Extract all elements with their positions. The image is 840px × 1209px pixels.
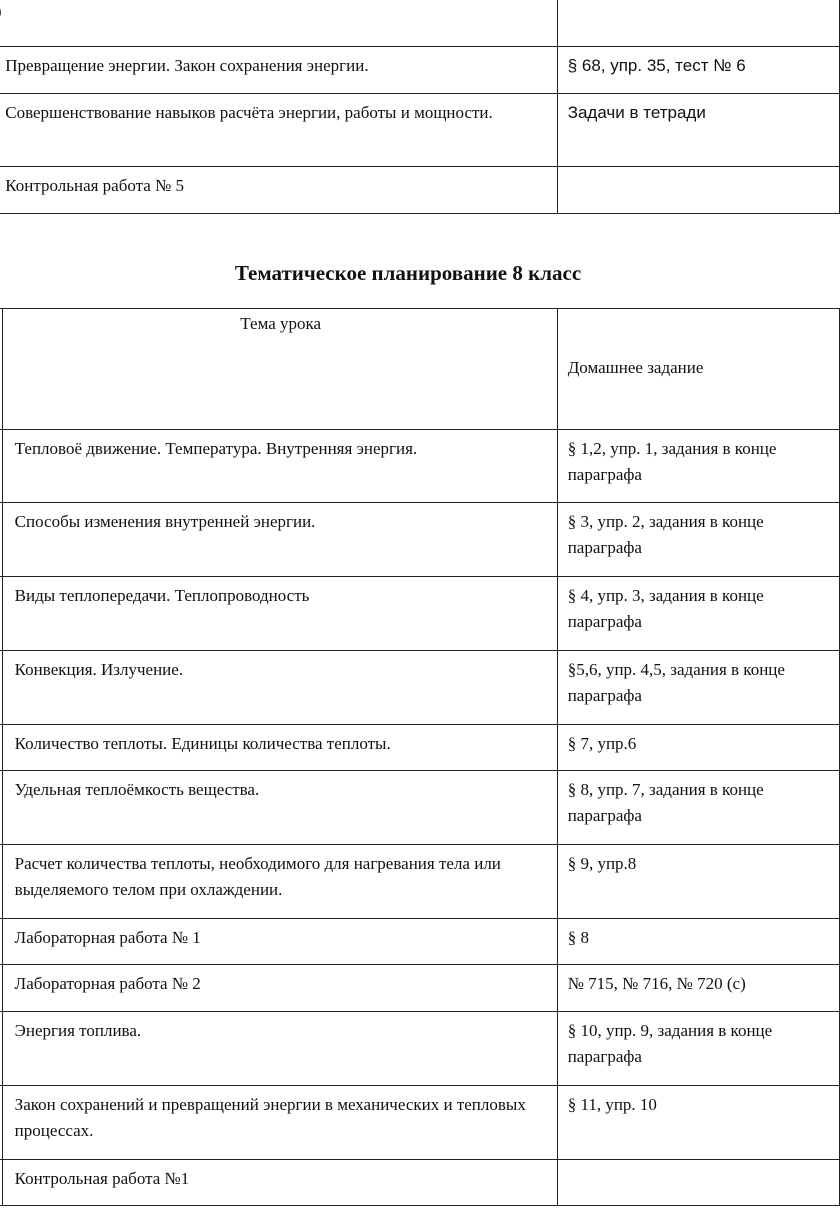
table-row bbox=[0, 0, 840, 47]
theme-cell: Конвекция. Излучение. bbox=[2, 651, 557, 725]
table-header-row bbox=[0, 309, 840, 430]
homework-cell: № 715, № 716, № 720 (с) bbox=[557, 965, 839, 1012]
theme-cell: Тепловоё движение. Температура. Внутренняя энергия. bbox=[2, 430, 557, 503]
table-row bbox=[0, 1012, 840, 1086]
homework-cell: § 1,2, упр. 1, задания в конце параграфа bbox=[557, 430, 839, 503]
homework-cell bbox=[557, 0, 839, 47]
theme-cell: Удельная теплоёмкость вещества. bbox=[2, 771, 557, 845]
homework-cell: § 8 bbox=[557, 919, 839, 965]
page-title: Тематическое планирование 8 класс bbox=[234, 261, 582, 285]
theme-cell: Энергия топлива. bbox=[2, 1012, 557, 1086]
homework-cell: §5,6, упр. 4,5, задания в конце параграфа bbox=[557, 651, 839, 725]
homework-cell: § 8, упр. 7, задания в конце параграфа bbox=[557, 771, 839, 845]
theme-cell: Лабораторная работа № 2 bbox=[2, 965, 557, 1012]
table-row bbox=[0, 965, 840, 1012]
theme-cell: Закон сохранений и превращений энергии в механических и тепловых процессах. bbox=[2, 1086, 557, 1160]
table-row bbox=[0, 94, 840, 167]
homework-cell: § 11, упр. 10 bbox=[557, 1086, 839, 1160]
homework-cell bbox=[557, 167, 839, 214]
theme-cell: Количество теплоты. Единицы количества теплоты. bbox=[2, 725, 557, 771]
top-table bbox=[0, 0, 840, 214]
homework-cell: § 9, упр.8 bbox=[557, 845, 839, 919]
table-row bbox=[0, 919, 840, 965]
plan-table bbox=[0, 308, 840, 1206]
homework-cell: § 68, упр. 35, тест № 6 bbox=[557, 47, 839, 94]
theme-cell bbox=[0, 0, 557, 47]
homework-cell: § 4, упр. 3, задания в конце параграфа bbox=[557, 577, 839, 651]
table-row bbox=[0, 47, 840, 94]
homework-cell: § 7, упр.6 bbox=[557, 725, 839, 771]
table-row bbox=[0, 577, 840, 651]
table-row bbox=[0, 651, 840, 725]
theme-cell: Контрольная работа № 5 bbox=[0, 167, 557, 214]
theme-cell: Совершенствование навыков расчёта энергии, работы и мощности. bbox=[0, 94, 557, 167]
table-row bbox=[0, 503, 840, 577]
table-row bbox=[0, 1160, 840, 1206]
theme-cell: Виды теплопередачи. Теплопроводность bbox=[2, 577, 557, 651]
table-row bbox=[0, 845, 840, 919]
table-row bbox=[0, 1086, 840, 1160]
theme-cell: Расчет количества теплоты, необходимого для нагревания тела или выделяемого телом при охлаждении. bbox=[2, 845, 557, 919]
theme-cell: Способы изменения внутренней энергии. bbox=[2, 503, 557, 577]
theme-cell: Контрольная работа №1 bbox=[2, 1160, 557, 1206]
homework-cell: Задачи в тетради bbox=[557, 94, 839, 167]
table-row bbox=[0, 725, 840, 771]
header-theme: Тема урока bbox=[2, 309, 557, 430]
table-row bbox=[0, 430, 840, 503]
homework-cell: § 10, упр. 9, задания в конце параграфа bbox=[557, 1012, 839, 1086]
header-homework: Домашнее задание bbox=[557, 309, 839, 430]
homework-cell: § 3, упр. 2, задания в конце параграфа bbox=[557, 503, 839, 577]
table-row bbox=[0, 771, 840, 845]
homework-cell bbox=[557, 1160, 839, 1206]
theme-cell: Лабораторная работа № 1 bbox=[2, 919, 557, 965]
theme-cell: Превращение энергии. Закон сохранения энергии. bbox=[0, 47, 557, 94]
table-row bbox=[0, 167, 840, 214]
